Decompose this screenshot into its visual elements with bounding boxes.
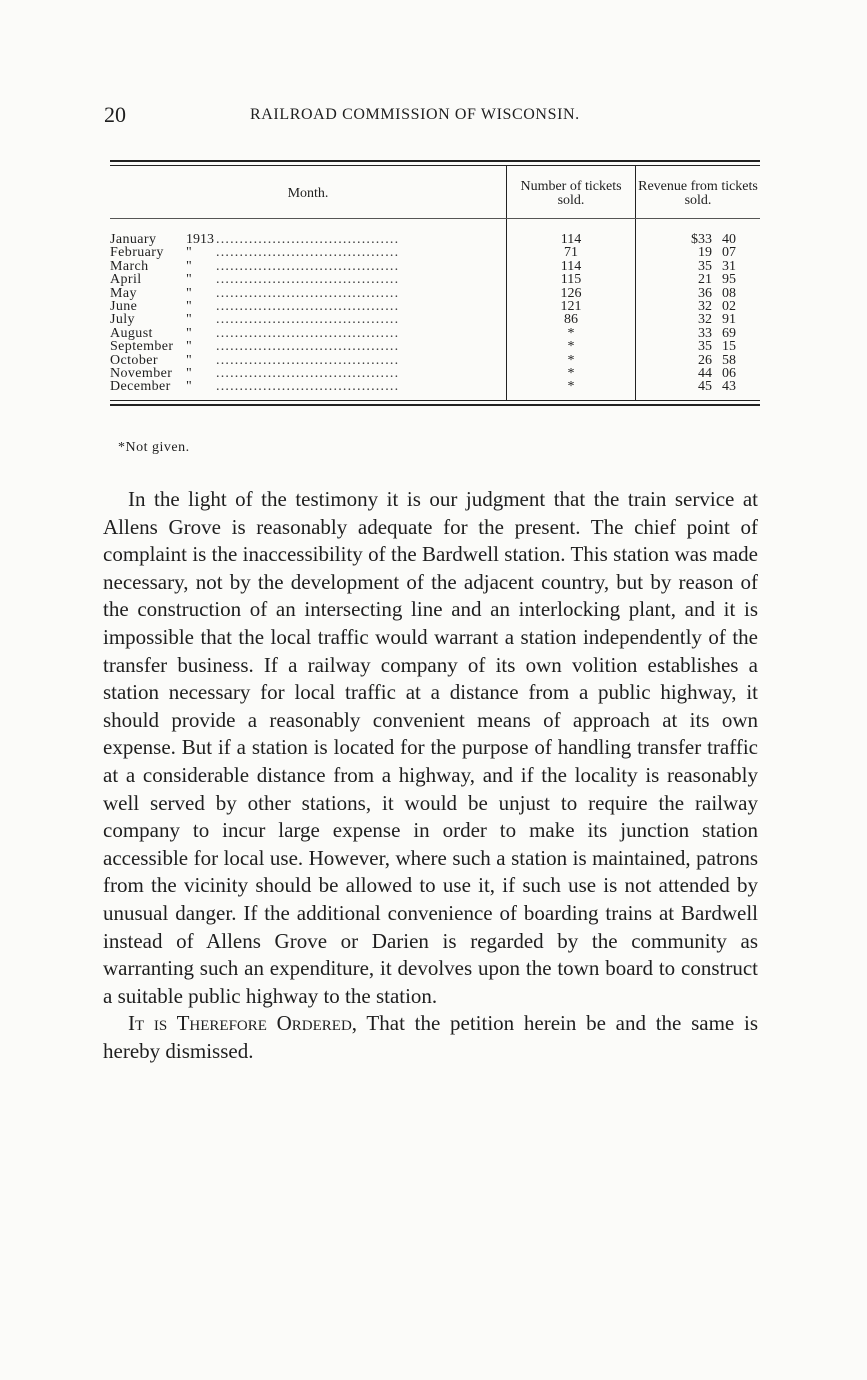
revenue-cents: 07 bbox=[722, 245, 736, 261]
month-name: October bbox=[110, 352, 158, 368]
revenue-cell bbox=[636, 367, 761, 380]
revenue-cell bbox=[636, 313, 761, 326]
tickets-cell: 114 bbox=[507, 260, 636, 273]
month-cell bbox=[110, 354, 507, 367]
leader-dots: ....................................... bbox=[216, 379, 400, 395]
month-name: January bbox=[110, 232, 157, 247]
revenue-cell bbox=[636, 233, 761, 246]
leader-dots: ....................................... bbox=[216, 245, 400, 261]
revenue-dollars: 32 bbox=[698, 299, 712, 315]
tickets-cell: * bbox=[507, 327, 636, 340]
month-name: February bbox=[110, 245, 164, 261]
month-cell bbox=[110, 260, 507, 273]
month-year: " bbox=[186, 352, 192, 368]
revenue-cents: 31 bbox=[722, 258, 736, 274]
leader-dots: ....................................... bbox=[216, 299, 400, 315]
month-year: " bbox=[186, 285, 192, 301]
leader-dots: ....................................... bbox=[216, 352, 400, 368]
month-cell bbox=[110, 340, 507, 353]
revenue-cell bbox=[636, 327, 761, 340]
leader-dots: ....................................... bbox=[216, 366, 400, 382]
month-name: September bbox=[110, 339, 174, 355]
table-row bbox=[110, 354, 760, 367]
leader-dots: ....................................... bbox=[216, 258, 400, 274]
leader-dots: ....................................... bbox=[216, 232, 400, 247]
revenue-cents: 58 bbox=[722, 352, 736, 368]
table-footnote: *Not given. bbox=[118, 440, 190, 455]
revenue-cell bbox=[636, 287, 761, 300]
month-cell bbox=[110, 246, 507, 259]
table-row bbox=[110, 233, 760, 246]
table-row bbox=[110, 340, 760, 353]
tickets-cell: * bbox=[507, 340, 636, 353]
body-text bbox=[103, 486, 758, 1065]
month-cell bbox=[110, 287, 507, 300]
table-row bbox=[110, 327, 760, 340]
table-row bbox=[110, 380, 760, 393]
order-rest: That the petition herein be and the same is hereby dismissed. bbox=[103, 1011, 758, 1063]
revenue-cents: 15 bbox=[722, 339, 736, 355]
month-name: May bbox=[110, 285, 137, 301]
month-year: " bbox=[186, 379, 192, 395]
revenue-cents: 08 bbox=[722, 285, 736, 301]
tickets-cell: 71 bbox=[507, 246, 636, 259]
table-row bbox=[110, 367, 760, 380]
month-cell bbox=[110, 273, 507, 286]
revenue-cell bbox=[636, 300, 761, 313]
month-name: April bbox=[110, 272, 142, 288]
table-row bbox=[110, 287, 760, 300]
column-header-tickets: Number of tickets sold. bbox=[507, 166, 636, 219]
tickets-cell: 115 bbox=[507, 273, 636, 286]
tickets-cell: * bbox=[507, 380, 636, 393]
month-year: " bbox=[186, 366, 192, 382]
revenue-dollars: 35 bbox=[698, 258, 712, 274]
month-cell bbox=[110, 233, 507, 246]
table-row bbox=[110, 260, 760, 273]
month-cell bbox=[110, 313, 507, 326]
month-name: December bbox=[110, 379, 171, 395]
month-cell bbox=[110, 367, 507, 380]
table-body bbox=[110, 219, 760, 400]
revenue-cents: 43 bbox=[722, 379, 736, 395]
table-row bbox=[110, 246, 760, 259]
revenue-dollars: 21 bbox=[698, 272, 712, 288]
column-header-revenue: Revenue from tickets sold. bbox=[636, 166, 761, 219]
month-year: " bbox=[186, 258, 192, 274]
month-year: " bbox=[186, 339, 192, 355]
revenue-dollars: $33 bbox=[691, 232, 712, 247]
column-header-month: Month. bbox=[110, 166, 507, 219]
tickets-cell: 86 bbox=[507, 313, 636, 326]
running-title: RAILROAD COMMISSION OF WISCONSIN. bbox=[250, 106, 580, 123]
revenue-dollars: 19 bbox=[698, 245, 712, 261]
table-row bbox=[110, 300, 760, 313]
revenue-dollars: 36 bbox=[698, 285, 712, 301]
revenue-cents: 02 bbox=[722, 299, 736, 315]
revenue-cents: 40 bbox=[722, 232, 736, 247]
revenue-dollars: 35 bbox=[698, 339, 712, 355]
revenue-cents: 06 bbox=[722, 366, 736, 382]
month-year: 1913 bbox=[186, 232, 214, 247]
month-year: " bbox=[186, 312, 192, 328]
table-row bbox=[110, 273, 760, 286]
table-bottom-rule bbox=[110, 400, 760, 406]
tickets-cell: * bbox=[507, 367, 636, 380]
month-year: " bbox=[186, 325, 192, 341]
paragraph-order bbox=[103, 1010, 758, 1065]
revenue-cell bbox=[636, 340, 761, 353]
revenue-cents: 91 bbox=[722, 312, 736, 328]
leader-dots: ....................................... bbox=[216, 312, 400, 328]
revenue-dollars: 26 bbox=[698, 352, 712, 368]
month-year: " bbox=[186, 272, 192, 288]
month-name: November bbox=[110, 366, 173, 382]
table-row bbox=[110, 313, 760, 326]
month-year: " bbox=[186, 299, 192, 315]
revenue-cell bbox=[636, 380, 761, 393]
paragraph-judgment: In the light of the testimony it is our judgment that the train service at Allens Grove is reasonably adequate for the present. The chief point of complaint is the inaccessibility of the Bardwell station. This station was made necessary, not by the development of the adjacent country, but by reason of the construction of an intersecting line and an interlocking plant, and it is impossible that the local traffic would warrant a station independently of the transfer business. If a railway company of its own volition establishes a station necessary for local traffic at a distance from a public highway, it should provide a reasonably convenient means of approach at its own expense. But if a station is located for the purpose of handling transfer traffic at a considerable distance from a highway, and if the locality is reasonably well served by other stations, it would be unjust to require the railway company to incur large expense in order to make its junction station accessible for local use. However, where such a station is maintained, patrons from the vicinity should be allowed to use it, if such use is not attended by unusual danger. If the additional convenience of boarding trains at Bardwell instead of Allens Grove or Darien is regarded by the community as warranting such an expenditure, it devolves upon the town board to construct a suitable public highway to the station. bbox=[103, 487, 758, 1008]
tickets-cell: 121 bbox=[507, 300, 636, 313]
month-cell bbox=[110, 327, 507, 340]
revenue-cents: 95 bbox=[722, 272, 736, 288]
leader-dots: ....................................... bbox=[216, 325, 400, 341]
revenue-dollars: 44 bbox=[698, 366, 712, 382]
leader-dots: ....................................... bbox=[216, 285, 400, 301]
revenue-dollars: 33 bbox=[698, 325, 712, 341]
page-number: 20 bbox=[104, 102, 126, 127]
revenue-dollars: 45 bbox=[698, 379, 712, 395]
month-name: July bbox=[110, 312, 135, 328]
month-name: August bbox=[110, 325, 153, 341]
month-cell bbox=[110, 380, 507, 393]
revenue-cell bbox=[636, 273, 761, 286]
month-cell bbox=[110, 300, 507, 313]
revenue-cell bbox=[636, 246, 761, 259]
leader-dots: ....................................... bbox=[216, 339, 400, 355]
tickets-cell: 114 bbox=[507, 233, 636, 246]
order-lead: It is Therefore Ordered, bbox=[128, 1011, 358, 1036]
tickets-cell: 126 bbox=[507, 287, 636, 300]
month-year: " bbox=[186, 245, 192, 261]
revenue-cell bbox=[636, 354, 761, 367]
tickets-cell: * bbox=[507, 354, 636, 367]
leader-dots: ....................................... bbox=[216, 272, 400, 288]
revenue-cents: 69 bbox=[722, 325, 736, 341]
revenue-cell bbox=[636, 260, 761, 273]
month-name: March bbox=[110, 258, 149, 274]
month-name: June bbox=[110, 299, 138, 315]
ticket-sales-table bbox=[110, 160, 760, 406]
revenue-dollars: 32 bbox=[698, 312, 712, 328]
